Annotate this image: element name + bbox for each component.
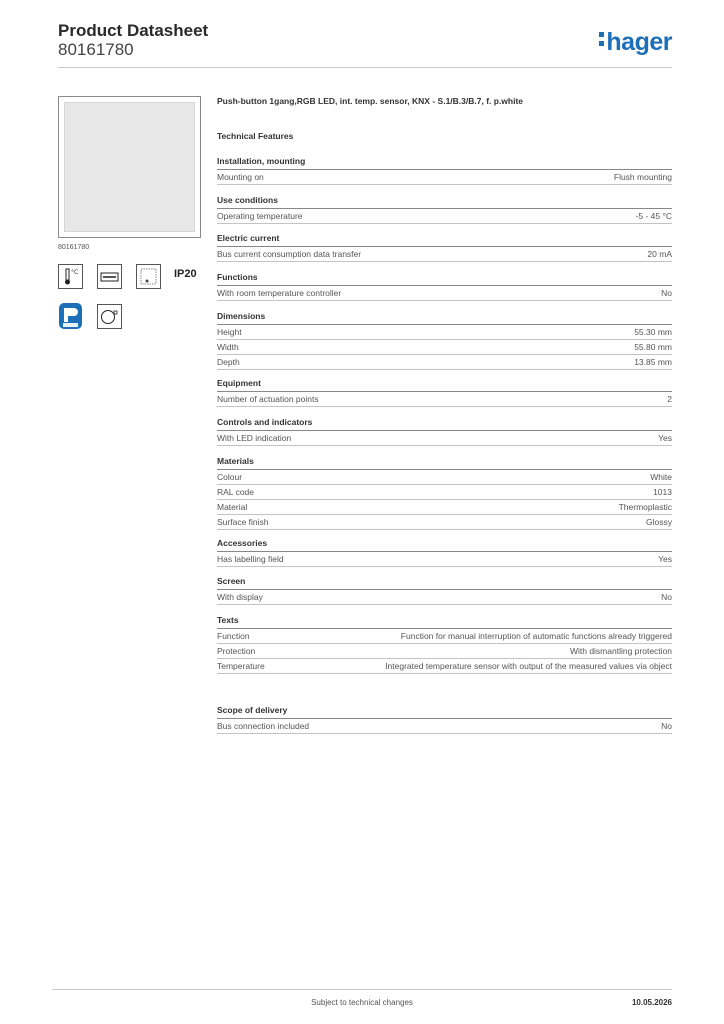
- feature-label: Material: [217, 502, 248, 512]
- flush-mounting-icon: [136, 264, 161, 289]
- feature-value: With dismantling protection: [569, 646, 672, 656]
- feature-label: Number of actuation points: [217, 394, 319, 404]
- section-dimensions: [217, 311, 672, 370]
- feature-value: 55.80 mm: [634, 342, 672, 352]
- section-title: Texts: [217, 615, 672, 629]
- feature-label: With display: [217, 592, 263, 602]
- footer-date: 10.05.2026: [631, 998, 672, 1007]
- product-image: [58, 96, 201, 238]
- feature-row: [217, 340, 672, 355]
- feature-value: White: [650, 472, 672, 482]
- feature-label: RAL code: [217, 487, 255, 497]
- feature-row: [217, 485, 672, 500]
- feature-row: [217, 470, 672, 485]
- feature-label: With room temperature controller: [217, 288, 342, 298]
- feature-row: [217, 515, 672, 530]
- knx-logo-icon: [58, 302, 83, 330]
- image-caption: 80161780: [58, 244, 90, 251]
- feature-label: Function: [217, 631, 250, 641]
- feature-value: Flush mounting: [613, 172, 672, 182]
- feature-label: Surface finish: [217, 517, 269, 527]
- hager-logo: hager: [599, 28, 672, 57]
- feature-value: Yes: [658, 554, 672, 564]
- feature-value: -5 - 45 °C: [635, 211, 672, 221]
- feature-row: [217, 659, 672, 674]
- section-screen: [217, 576, 672, 605]
- feature-value: Integrated temperature sensor with output of the measured values via object: [385, 661, 672, 671]
- feature-label: Depth: [217, 357, 240, 367]
- product-description: Push-button 1gang,RGB LED, int. temp. sensor, KNX - S.1/B.3/B.7, f. p.white: [217, 96, 524, 106]
- section-scope-of-delivery: [217, 705, 672, 734]
- feature-value: 2: [667, 394, 672, 404]
- section-title: Controls and indicators: [217, 417, 672, 431]
- feature-row: [217, 590, 672, 605]
- feature-value: Glossy: [646, 517, 672, 527]
- feature-row: [217, 325, 672, 340]
- footer-note: Subject to technical changes: [311, 998, 413, 1007]
- feature-value: Function for manual interruption of automatic functions already triggered: [400, 631, 672, 641]
- feature-row: [217, 170, 672, 185]
- section-materials: [217, 456, 672, 530]
- section-functions: [217, 272, 672, 301]
- feature-value: No: [661, 288, 672, 298]
- feature-label: Bus connection included: [217, 721, 310, 731]
- technical-features-heading: Technical Features: [217, 131, 294, 141]
- feature-value: No: [661, 721, 672, 731]
- feature-row: [217, 247, 672, 262]
- knx-bus-icon: [97, 264, 122, 289]
- feature-row: [217, 629, 672, 644]
- section-electric-current: [217, 233, 672, 262]
- feature-label: Temperature: [217, 661, 265, 671]
- section-title: Screen: [217, 576, 672, 590]
- dismantling-protection-icon: [97, 304, 122, 329]
- section-controls-and-indicators: [217, 417, 672, 446]
- section-title: Use conditions: [217, 195, 672, 209]
- section-title: Installation, mounting: [217, 156, 672, 170]
- feature-label: With LED indication: [217, 433, 292, 443]
- feature-row: [217, 355, 672, 370]
- section-title: Functions: [217, 272, 672, 286]
- feature-label: Width: [217, 342, 239, 352]
- feature-row: [217, 392, 672, 407]
- section-title: Dimensions: [217, 311, 672, 325]
- footer-divider: [52, 989, 672, 990]
- feature-value: Thermoplastic: [618, 502, 672, 512]
- feature-row: [217, 209, 672, 224]
- feature-label: Colour: [217, 472, 243, 482]
- product-number: 80161780: [58, 40, 134, 59]
- feature-label: Mounting on: [217, 172, 264, 182]
- section-equipment: [217, 378, 672, 407]
- svg-text:°C: °C: [71, 269, 79, 276]
- section-title: Scope of delivery: [217, 705, 672, 719]
- feature-row: [217, 644, 672, 659]
- feature-value: Yes: [658, 433, 672, 443]
- section-title: Accessories: [217, 538, 672, 552]
- section-accessories: [217, 538, 672, 567]
- page-title: Product Datasheet: [58, 21, 209, 40]
- feature-label: Height: [217, 327, 242, 337]
- feature-value: 55.30 mm: [634, 327, 672, 337]
- ip-rating: IP20: [174, 268, 197, 280]
- feature-value: 1013: [653, 487, 672, 497]
- section-use-conditions: [217, 195, 672, 224]
- feature-row: [217, 500, 672, 515]
- section-title: Equipment: [217, 378, 672, 392]
- feature-row: [217, 286, 672, 301]
- feature-row: [217, 431, 672, 446]
- feature-value: 13.85 mm: [634, 357, 672, 367]
- feature-label: Has labelling field: [217, 554, 284, 564]
- feature-label: Bus current consumption data transfer: [217, 249, 362, 259]
- feature-label: Protection: [217, 646, 256, 656]
- section-installation-mounting: [217, 156, 672, 185]
- header-divider: [58, 67, 672, 68]
- temperature-sensor-icon: [58, 264, 83, 289]
- feature-value: No: [661, 592, 672, 602]
- section-title: Electric current: [217, 233, 672, 247]
- section-title: Materials: [217, 456, 672, 470]
- section-texts: [217, 615, 672, 674]
- feature-row: [217, 552, 672, 567]
- feature-row: [217, 719, 672, 734]
- feature-value: 20 mA: [647, 249, 672, 259]
- feature-label: Operating temperature: [217, 211, 303, 221]
